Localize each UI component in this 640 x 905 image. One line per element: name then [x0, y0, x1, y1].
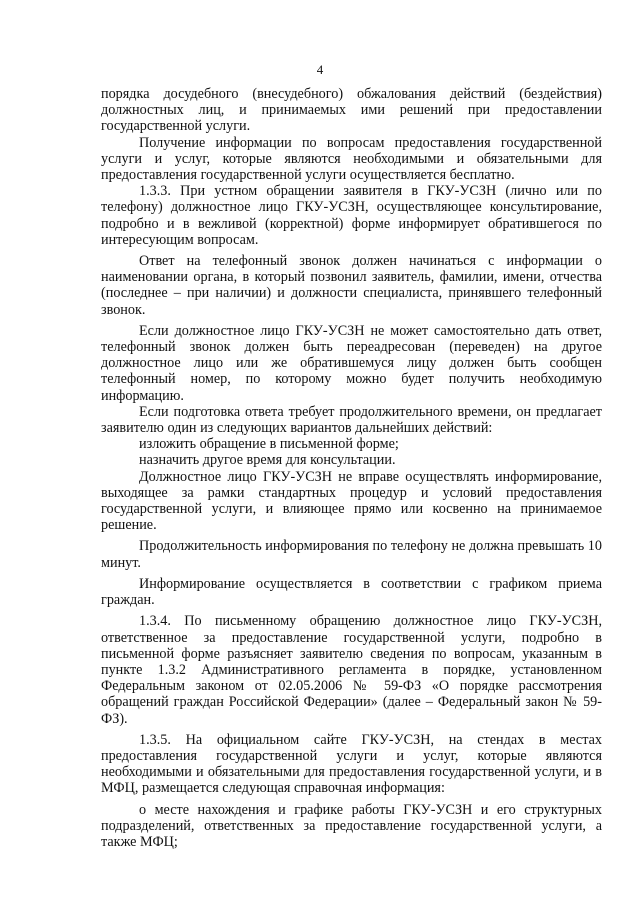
paragraph-phone-duration: Продолжительность информирования по телефону не должна превышать 10 минут.: [101, 538, 602, 571]
paragraph-informing-limits: Должностное лицо ГКУ-УСЗН не вправе осуществлять информирование, выходящее за рамки стандартных процедур и условий предоставления государственной услуги, и влияющее прямо или косвенно на принимаемое решение.: [101, 468, 602, 534]
document-body: [101, 86, 602, 850]
paragraph-phone-answer: Ответ на телефонный звонок должен начинаться с информации о наименовании органа, в который позвонил заявитель, фамилии, имени, отчества (последнее – при наличии) и должности специалиста, принявшего телефонный звонок.: [101, 253, 602, 318]
list-item-other-time: назначить другое время для консультации.: [139, 452, 396, 469]
page-number: 4: [316, 62, 324, 77]
paragraph-reception-schedule: Информирование осуществляется в соответствии с графиком приема граждан.: [101, 575, 602, 609]
paragraph-long-answer: Если подготовка ответа требует продолжительного времени, он предлагает заявителю один из следующих вариантов дальнейших действий:: [101, 403, 602, 437]
list-item-written-form: изложить обращение в письменной форме;: [139, 436, 399, 453]
paragraph-1-3-5: 1.3.5. На официальном сайте ГКУ-УСЗН, на стендах в местах предоставления государственной услуги и услуг, которые являются необходимыми и обязательными для предоставления государственной услуги, и в МФЦ, размещается следующая справочная информация:: [101, 731, 602, 797]
paragraph-1-3-4: 1.3.4. По письменному обращению должностное лицо ГКУ-УСЗН, ответственное за предоставление государственной услуги, подробно в письменной форме разъясняет заявителю сведения по вопросам, указанным в пункте 1.3.2 Административного регламента в порядке, установленном Федеральным законом от 02.05.2006 № 59-ФЗ «О порядке рассмотрения обращений граждан Российской Федерации» (далее – Федеральный закон № 59-ФЗ).: [101, 613, 602, 727]
paragraph-1-3-3: 1.3.3. При устном обращении заявителя в ГКУ-УСЗН (лично или по телефону) должностное лицо ГКУ-УСЗН, осуществляющее консультирование, подробно и в вежливой (корректной) форме информирует обратившегося по интересующим вопросам.: [101, 183, 602, 248]
paragraph-free-information: Получение информации по вопросам предоставления государственной услуги и услуг, которые являются необходимыми и обязательными для предоставления государственной услуги осуществляется бесплатно.: [101, 134, 602, 184]
paragraph-location-schedule: о месте нахождения и графике работы ГКУ-УСЗН и его структурных подразделений, ответственных за предоставление государственной услуги, а также МФЦ;: [101, 801, 602, 850]
paragraph-appeal-procedure: порядка досудебного (внесудебного) обжалования действий (бездействия) должностных лиц, и принимаемых ими решений при предоставлении государственной услуги.: [101, 86, 602, 135]
paragraph-call-redirect: Если должностное лицо ГКУ-УСЗН не может самостоятельно дать ответ, телефонный звонок должен быть переадресован (переведен) на другое должностное лицо или же обратившемуся лицу должен быть сообщен телефонный номер, по которому можно будет получить необходимую информацию.: [101, 322, 602, 404]
